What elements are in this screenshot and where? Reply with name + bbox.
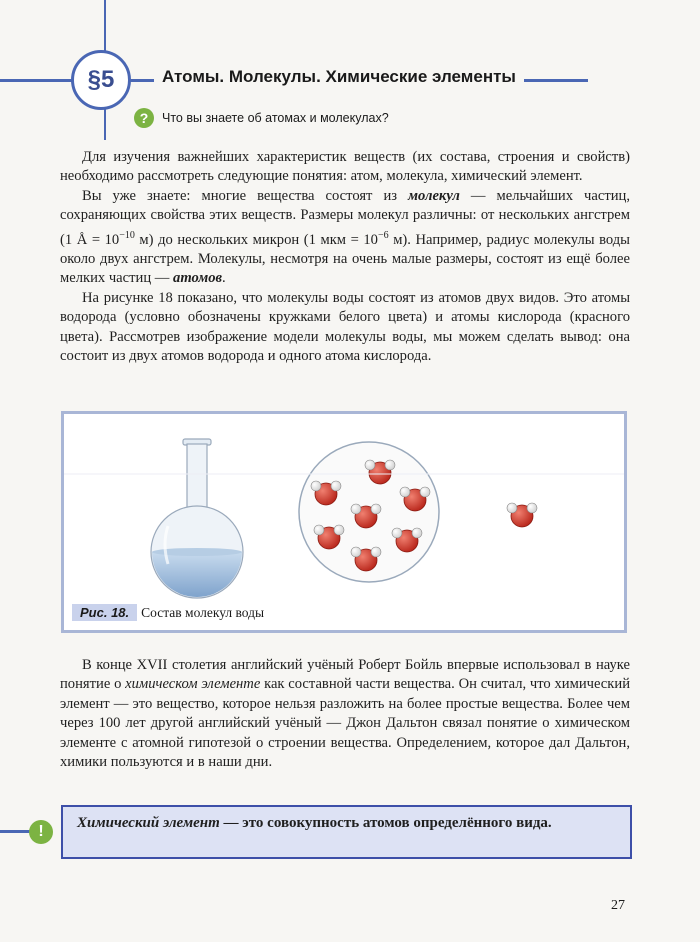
paragraph — [60, 148, 630, 187]
paragraph — [60, 187, 630, 289]
figure-caption-text: Состав молекул воды — [141, 605, 265, 620]
flask-icon — [151, 439, 243, 630]
figure-18 — [61, 411, 627, 633]
text-run: Вы уже знаете: многие вещества состоят из — [82, 187, 409, 204]
text-run: . — [222, 270, 226, 287]
question-text: Что вы знаете об атомах и молекулах? — [162, 111, 389, 125]
exclamation-icon: ! — [29, 820, 53, 844]
text-run: как составной части вещества. Он считал, что химический элемент — это вещество, которое нельзя разложить на более простые вещества. Более чем через 100 лет другой английский учёный — Джон Дальтон связал понятие о химическом элементе с атомной гипотезой о строении вещества. Определением, которое дал Дальтон, химики пользуются и в наши дни. — [60, 676, 630, 771]
text-run: Для изучения важнейших характеристик веществ (их состава, строения и свойств) необходимо рассмотреть следующие понятия: атом, молекула, химический элемент. — [60, 149, 630, 185]
text-run: молекул — [408, 187, 460, 204]
text-run: −10 — [119, 229, 135, 241]
body-text-history — [60, 656, 630, 772]
figure-caption — [72, 604, 264, 621]
question-icon: ? — [134, 108, 154, 128]
text-run: В конце XVII столетия английский учёный Роберт Бойль впервые использовал в науке понятие о — [60, 657, 630, 693]
section-number-badge: §5 — [71, 50, 131, 110]
definition-box — [61, 805, 632, 859]
definition-term: Химический элемент — [77, 815, 220, 831]
figure-illustration — [64, 414, 624, 630]
definition-text: — это совокупность атомов определённого вида. — [219, 815, 552, 831]
definition-line — [0, 830, 30, 833]
text-run: атомов — [173, 270, 223, 287]
text-run: м) до нескольких микрон (1 мкм = 10 — [134, 231, 378, 248]
text-run: — мельчайших частиц, сохраняющих свойства этих веществ. Размеры молекул различны: от нескольких ангстрем (1 Å = 10 — [60, 187, 630, 248]
body-text-intro — [60, 148, 630, 366]
text-run: химическом элементе — [125, 676, 261, 693]
text-run: м). Например, радиус молекулы воды около двух ангстрем. Молекулы, несмотря на очень малые размеры, состоят из ещё более мелких частиц — — [60, 231, 630, 287]
text-run: На рисунке 18 показано, что молекулы воды состоят из атомов двух видов. Это атомы водорода (условно обозначены кружками белого цвета) и атомы кислорода (красного цвета). Рассмотрев изображение модели молекулы воды, мы можем сделать вывод: она состоит из двух атомов водорода и одного атома кислорода. — [60, 289, 630, 364]
text-run: −6 — [377, 229, 389, 241]
page-number: 27 — [611, 898, 625, 913]
section-title: Атомы. Молекулы. Химические элементы — [154, 67, 524, 87]
paragraph — [60, 656, 630, 772]
figure-label: Рис. 18. — [72, 604, 137, 621]
paragraph — [60, 289, 630, 367]
